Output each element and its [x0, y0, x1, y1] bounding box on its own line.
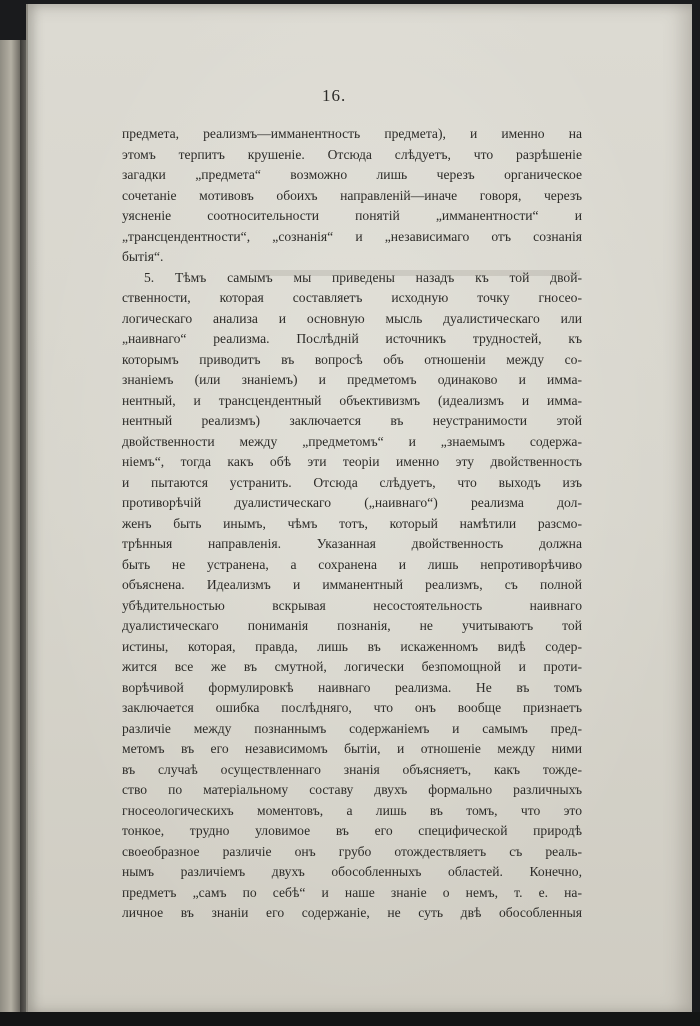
page-number: 16.: [322, 86, 347, 105]
text-line: знаніемъ (или знаніемъ) и предметомъ одинаково и имма-: [122, 372, 582, 387]
text-line: объяснена. Идеализмъ и имманентный реализмъ, съ полной: [122, 577, 582, 592]
book-page: [26, 4, 692, 1014]
text-line: различіе между познаннымъ содержаніемъ и самымъ пред-: [122, 720, 582, 736]
text-line: ственности, которая составляетъ исходную точку гносео-: [122, 290, 582, 305]
text-line: бытія“.: [122, 249, 164, 264]
text-line: гносеологическихъ моментовъ, а лишь въ томъ, что это: [122, 802, 582, 818]
text-line: въ случаѣ осуществленнаго знанія объясняетъ, какъ тожде-: [122, 761, 582, 777]
text-line: „наивнаго“ реализма. Послѣдній источникъ трудностей, къ: [122, 331, 582, 346]
text-line: ство по матеріальному составу двухъ формально различныхъ: [122, 782, 582, 797]
text-line: нымъ различіемъ двухъ обособленныхъ областей. Конечно,: [122, 864, 582, 879]
text-line: убѣдительностью вскрывая несостоятельность наивнаго: [122, 597, 582, 613]
text-line: загадки „предмета“ возможно лишь черезъ органическое: [122, 167, 582, 182]
text-line: сочетаніе мотивовъ обоихъ направленій—иначе говоря, черезъ: [122, 187, 582, 203]
text-line: нентный реализмъ) заключается въ неустранимости этой: [122, 413, 582, 428]
text-line: нентный, и трансцендентный объективизмъ (идеализмъ и имма-: [122, 392, 582, 408]
text-line: своеобразное различіе онъ грубо отождествляетъ съ реаль-: [122, 843, 582, 859]
text-line: которымъ приводитъ въ вопросѣ объ отношеніи между со-: [122, 351, 582, 367]
text-line: предмета, реализмъ—имманентность предмета), и именно на: [122, 126, 582, 141]
text-line: предметъ „самъ по себѣ“ и наше знаніе о немъ, т. е. на-: [122, 884, 582, 900]
text-line: истины, которая, правда, лишь въ искаженномъ видѣ содер-: [122, 638, 582, 654]
text-line: этомъ терпитъ крушеніе. Отсюда слѣдуетъ, что разрѣшеніе: [122, 146, 582, 162]
text-line: быть не устранена, а сохранена и лишь непротиворѣчиво: [122, 556, 582, 572]
text-line: женъ быть инымъ, чѣмъ тотъ, который намѣтили разсмо-: [122, 515, 582, 531]
previous-page-edge: [0, 40, 20, 1026]
text-line: жится все же въ смутной, логически безпомощной и проти-: [122, 659, 582, 674]
text-line: логическаго анализа и основную мысль дуалистическаго или: [122, 310, 582, 326]
text-line: заключается ошибка послѣдняго, что онъ вообще признаетъ: [122, 700, 582, 715]
background-shadow: [0, 1012, 700, 1026]
text-line: ворѣчивой формулировкѣ наивнаго реализма. Не въ томъ: [122, 679, 582, 695]
text-line: личное въ знаніи его содержаніе, не суть двѣ обособленныя: [122, 905, 582, 920]
text-line: трѣнныя направленія. Указанная двойственность должна: [122, 536, 582, 551]
text-line: „трансцендентности“, „сознанія“ и „независимаго отъ сознанія: [122, 228, 582, 244]
page-body-text: [122, 124, 582, 924]
text-line: 5. Тѣмъ самымъ мы приведены назадъ къ той двой-: [144, 269, 582, 285]
text-line: тонкое, трудно уловимое въ его специфической природѣ: [122, 823, 582, 838]
text-line: двойственности между „предметомъ“ и „знаемымъ содержа-: [122, 433, 582, 449]
text-line: дуалистическаго пониманія познанія, не учитываютъ той: [122, 618, 582, 633]
text-line: и пытаются устранить. Отсюда слѣдуетъ, что выходъ изъ: [122, 474, 582, 490]
text-line: ніемъ“, тогда какъ обѣ эти теоріи именно эту двойственность: [122, 454, 582, 469]
text-line: уясненіе соотносительности понятій „имманентности“ и: [122, 208, 582, 223]
text-line: метомъ въ его независимомъ бытіи, и отношеніе между ними: [122, 741, 582, 756]
text-line: противорѣчій дуалистическаго („наивнаго“) реализма дол-: [122, 495, 582, 510]
